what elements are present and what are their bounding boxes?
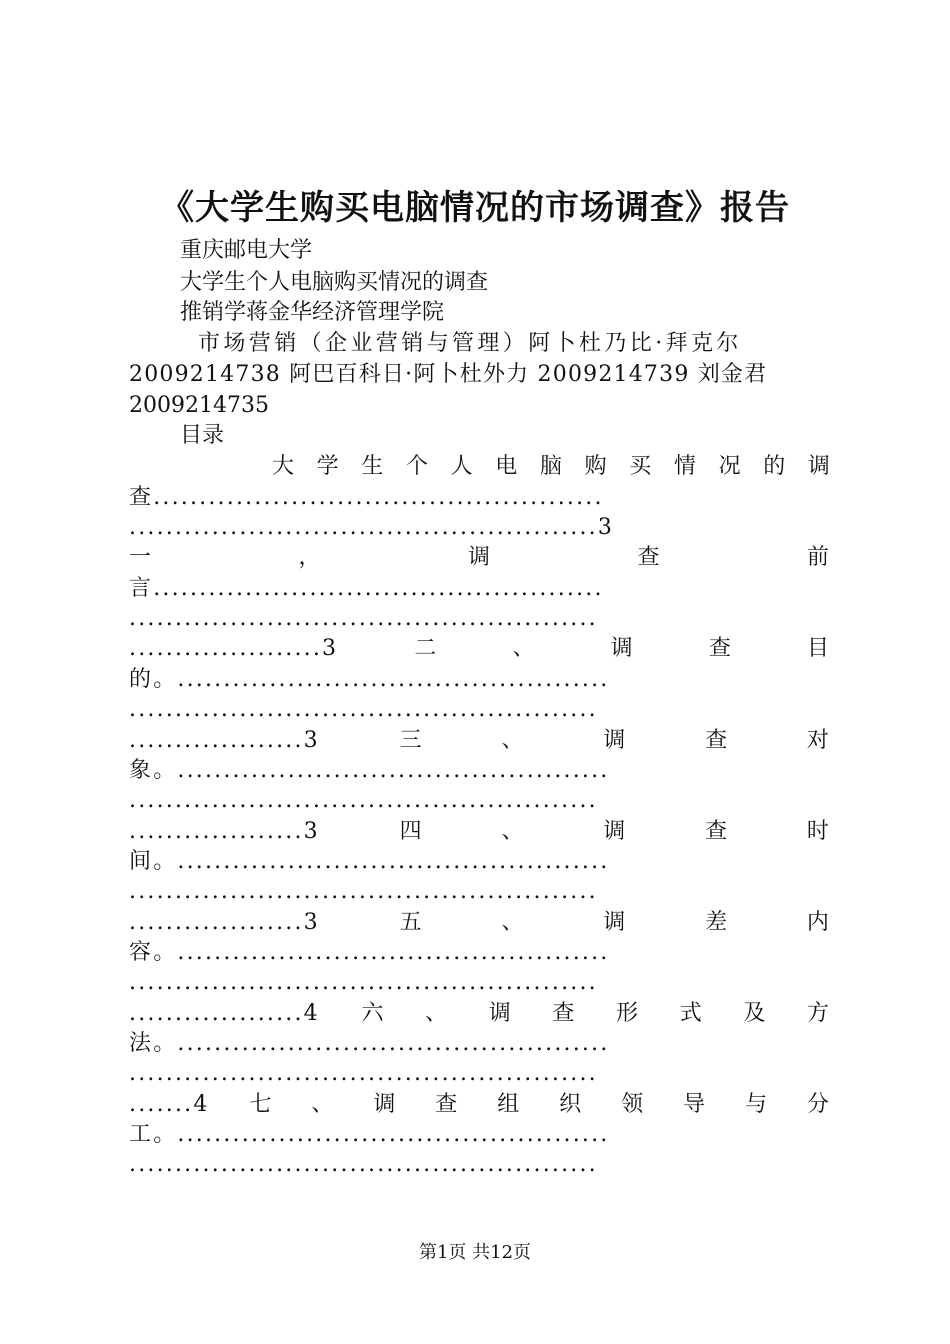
toc-line: 的。............................................... [129,667,610,692]
authors-line-2: 2009214738 阿巴百科日·阿卜杜外力 2009214739 刘金君 [129,362,768,387]
toc-char: 目 [806,636,829,661]
course-department: 推销学蒋金华经济管理学院 [180,300,445,325]
toc-line: ................................................... [129,879,598,904]
toc-char: 式 [679,1001,702,1026]
toc-line [129,908,829,938]
toc-char: ...................3 [129,819,320,844]
toc-char: .....................3 [129,636,339,661]
toc-line: 查................................................. [129,485,604,510]
toc-line: ................................................... [129,1061,598,1086]
toc-char: 领 [621,1092,644,1117]
toc-line [129,1090,829,1120]
toc-char: 查 [552,1001,575,1026]
toc-char: 学 [316,454,339,479]
toc-char: 查 [705,819,728,844]
toc-char: 脑 [539,454,562,479]
toc-char: 织 [559,1092,582,1117]
toc-char: 况 [718,454,741,479]
toc-char: 人 [450,454,473,479]
toc-char: ， [298,545,321,570]
toc-line: 间。............................................... [129,849,610,874]
toc-line: ................................................... [129,788,598,813]
toc-char: 差 [705,910,728,935]
page-number-footer: 第1页 共12页 [418,1242,532,1263]
toc-char: 买 [629,454,652,479]
toc-char: 形 [616,1001,639,1026]
toc-char: 七 [249,1092,272,1117]
toc-char: ...................3 [129,910,320,935]
toc-line: 容。............................................... [129,940,610,965]
toc-char: 、 [501,819,524,844]
toc-char: 调 [807,454,830,479]
toc-char: 查 [708,636,731,661]
toc-char: 查 [435,1092,458,1117]
authors-line-1: 市场营销（企业营销与管理）阿卜杜乃比·拜克尔 [198,331,742,356]
toc-char: 四 [399,819,422,844]
toc-line [129,817,829,847]
toc-char: 与 [744,1092,767,1117]
toc-char: 、 [501,910,524,935]
toc-char: 的 [763,454,786,479]
toc-heading: 目录 [180,423,225,448]
toc-char: 、 [311,1092,334,1117]
toc-char: 五 [399,910,422,935]
toc-char: 调 [373,1092,396,1117]
toc-char: 大 [272,454,295,479]
toc-char: 前 [806,545,829,570]
toc-char: 方 [806,1001,829,1026]
authors-line-3: 2009214735 [129,393,269,418]
toc-line: 象。............................................... [129,758,610,783]
toc-char: 组 [497,1092,520,1117]
toc-char: 分 [806,1092,829,1117]
toc-line [129,726,829,756]
toc-line [129,634,829,664]
toc-line: ................................................... [129,606,598,631]
toc-char: 电 [495,454,518,479]
toc-char: 时 [806,819,829,844]
toc-char: 调 [603,728,626,753]
toc-char: 对 [806,728,829,753]
toc-char: 调 [488,1001,511,1026]
toc-char: 调 [603,910,626,935]
toc-char: 、 [425,1001,448,1026]
toc-char: 一 [129,545,152,570]
toc-line: ................................................... [129,1152,598,1177]
toc-line: 法。............................................... [129,1031,610,1056]
toc-char: 调 [610,636,633,661]
toc-char: 三 [399,728,422,753]
toc-char: 查 [705,728,728,753]
toc-char: 内 [806,910,829,935]
toc-char: 个 [405,454,428,479]
toc-char: 调 [603,819,626,844]
toc-char: 六 [361,1001,384,1026]
toc-char: 查 [637,545,660,570]
survey-subtitle: 大学生个人电脑购买情况的调查 [180,270,489,295]
toc-char: 情 [673,454,696,479]
toc-char: .......4 [129,1092,210,1117]
toc-char: 生 [361,454,384,479]
toc-char: 及 [743,1001,766,1026]
toc-line: 工。............................................... [129,1122,610,1147]
toc-line [129,543,829,573]
toc-line [129,999,829,1029]
toc-char: 、 [512,636,535,661]
university-name: 重庆邮电大学 [180,238,313,263]
document-title: 《大学生购买电脑情况的市场调查》报告 [160,188,790,228]
toc-char: 导 [683,1092,706,1117]
toc-line: ................................................... [129,697,598,722]
toc-char: 、 [501,728,524,753]
toc-char: ...................4 [129,1001,320,1026]
toc-char: 二 [414,636,437,661]
toc-line: ...................................................3 [129,515,615,540]
toc-char: 购 [584,454,607,479]
toc-line: 言................................................. [129,576,604,601]
toc-line [272,452,830,482]
toc-line: ................................................... [129,970,598,995]
toc-char: 调 [467,545,490,570]
toc-char: ...................3 [129,728,320,753]
